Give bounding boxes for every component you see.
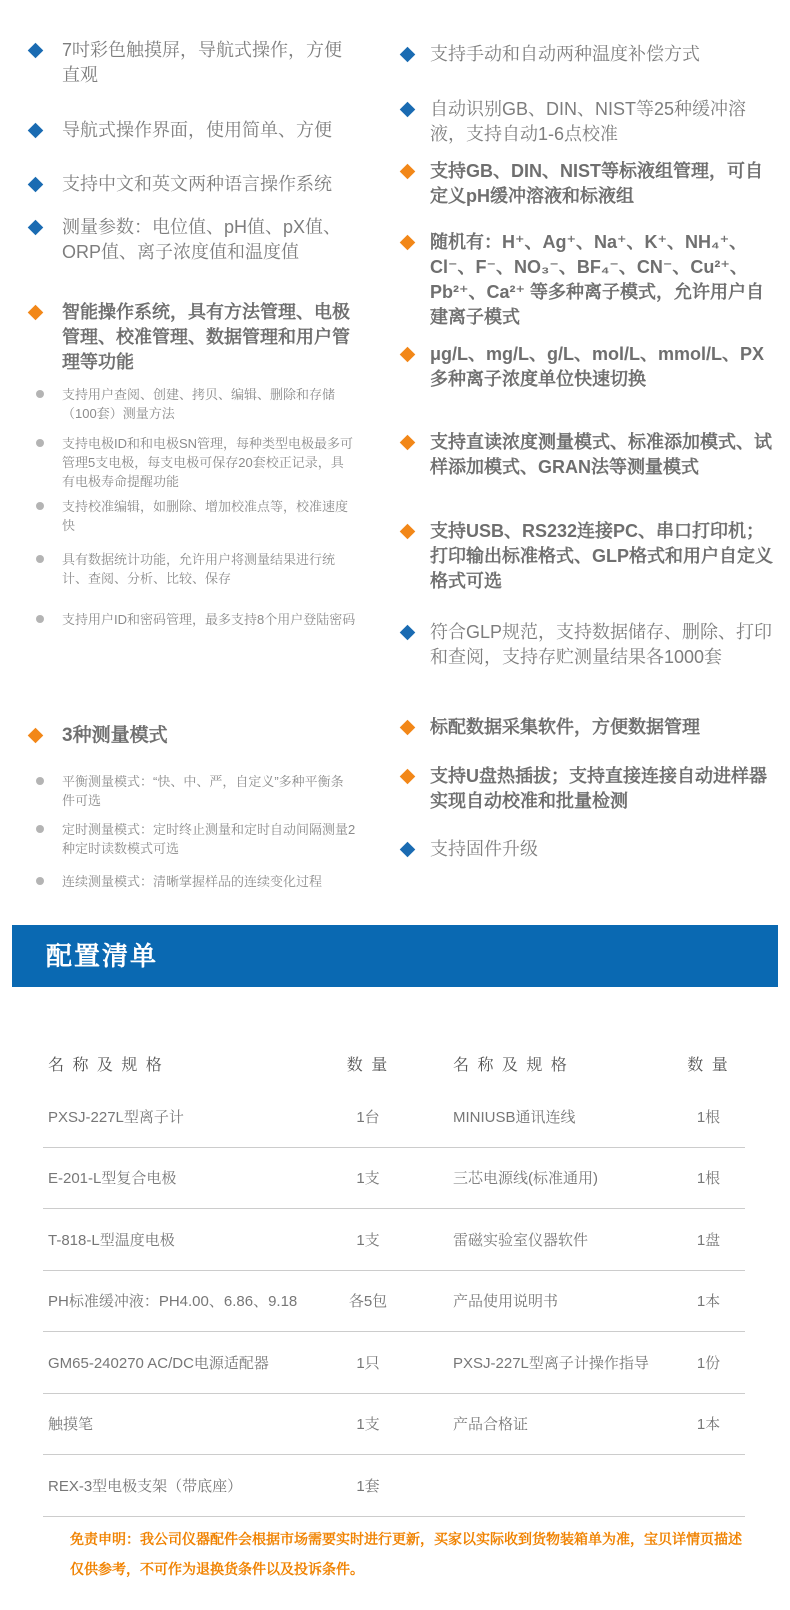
feature-text: 3种测量模式 xyxy=(62,725,168,746)
feature-item xyxy=(400,342,778,392)
feature-subitem xyxy=(28,610,356,629)
item-name-cell: MINIUSB通讯连线 xyxy=(453,1108,576,1126)
diamond-icon xyxy=(400,164,416,180)
bullet-dot-icon xyxy=(36,877,44,885)
section-title: 配置清单 xyxy=(46,941,159,971)
feature-item xyxy=(28,215,356,265)
item-qty-cell: 1根 xyxy=(696,1170,721,1188)
column-header-qty-right: 数 量 xyxy=(687,1056,730,1074)
item-name-cell: T-818-L型温度电极 xyxy=(48,1231,175,1249)
feature-text: 定时测量模式：定时终止测量和定时自动间隔测量2种定时读数模式可选 xyxy=(62,822,356,856)
diamond-icon xyxy=(28,43,44,59)
item-name-cell: PXSJ-227L型离子计操作指导 xyxy=(453,1354,649,1372)
feature-item xyxy=(400,837,778,862)
diamond-icon xyxy=(28,220,44,236)
feature-item xyxy=(400,620,778,670)
feature-item xyxy=(400,42,778,67)
diamond-icon xyxy=(400,235,416,251)
feature-text: 支持直读浓度测量模式、标准添加模式、试样添加模式、GRAN法等测量模式 xyxy=(430,432,772,477)
feature-item xyxy=(28,118,356,143)
bullet-dot-icon xyxy=(36,439,44,447)
feature-text: 支持用户查阅、创建、拷贝、编辑、删除和存储（100套）测量方法 xyxy=(62,387,336,421)
feature-text: 支持电极ID和和电极SN管理，每种类型电极最多可管理5支电极，每支电极可保存20套校正记录，具有电极寿命提醒功能 xyxy=(62,436,354,489)
item-name-cell: GM65-240270 AC/DC电源适配器 xyxy=(48,1354,269,1372)
feature-text: 测量参数：电位值、pH值、pX值、ORP值、离子浓度值和温度值 xyxy=(62,217,342,262)
feature-text: 自动识别GB、DIN、NIST等25种缓冲溶液，支持自动1-6点校准 xyxy=(430,99,747,144)
feature-subitem xyxy=(28,872,356,891)
feature-text: 导航式操作界面，使用简单、方便 xyxy=(62,120,332,140)
table-row xyxy=(43,1455,745,1517)
diamond-icon xyxy=(400,524,416,540)
item-qty-cell: 1套 xyxy=(356,1477,380,1495)
table-row xyxy=(43,1086,745,1148)
feature-text: 支持用户ID和密码管理，最多支持8个用户登陆密码 xyxy=(62,612,356,627)
feature-text: 支持GB、DIN、NIST等标液组管理，可自定义pH缓冲溶液和标液组 xyxy=(430,161,763,206)
feature-text: 标配数据采集软件，方便数据管理 xyxy=(430,717,700,737)
diamond-icon xyxy=(28,305,44,321)
table-row xyxy=(43,1271,745,1333)
item-qty-cell: 1支 xyxy=(356,1170,380,1188)
disclaimer-text: 免责申明：我公司仪器配件会根据市场需要实时进行更新，买家以实际收到货物装箱单为准，宝贝详情页描述仅供参考，不可作为退换货条件以及投诉条件。 xyxy=(70,1531,742,1577)
item-qty-cell: 1本 xyxy=(696,1416,721,1434)
bullet-dot-icon xyxy=(36,615,44,623)
item-name-cell: 产品使用说明书 xyxy=(453,1293,559,1311)
table-row xyxy=(43,1209,745,1271)
feature-item xyxy=(400,97,778,147)
item-name-cell: 产品合格证 xyxy=(453,1416,529,1434)
diamond-icon xyxy=(400,720,416,736)
feature-text: 7吋彩色触摸屏，导航式操作，方便直观 xyxy=(62,40,343,85)
feature-item xyxy=(28,172,356,197)
table-row xyxy=(43,1332,745,1394)
feature-subitem xyxy=(28,772,356,810)
item-name-cell: E-201-L型复合电极 xyxy=(48,1170,177,1188)
feature-text: 符合GLP规范，支持数据储存、删除、打印和查阅，支持存贮测量结果各1000套 xyxy=(430,622,773,667)
item-qty-cell: 1本 xyxy=(696,1293,721,1311)
diamond-icon xyxy=(28,123,44,139)
feature-text: 支持固件升级 xyxy=(430,839,538,859)
diamond-icon xyxy=(400,102,416,118)
item-qty-cell: 1只 xyxy=(356,1354,380,1372)
table-row xyxy=(43,1394,745,1456)
diamond-icon xyxy=(400,625,416,641)
table-header-row xyxy=(43,1040,745,1086)
feature-item xyxy=(400,230,778,330)
feature-text: 支持USB、RS232连接PC、串口打印机；打印输出标准格式、GLP格式和用户自定义格式可选 xyxy=(430,521,774,591)
item-qty-cell: 1盘 xyxy=(696,1231,721,1249)
config-list-table xyxy=(43,1040,745,1517)
feature-text: 连续测量模式：清晰掌握样品的连续变化过程 xyxy=(62,874,323,889)
feature-subitem xyxy=(28,385,356,423)
diamond-icon xyxy=(400,347,416,363)
feature-subitem xyxy=(28,550,356,588)
feature-item xyxy=(28,300,356,375)
feature-text: 平衡测量模式：“快、中、严，自定义”多种平衡条件可选 xyxy=(62,774,344,808)
column-header-name-right: 名 称 及 规 格 xyxy=(453,1056,569,1074)
section-banner-config-list xyxy=(12,925,778,987)
item-qty-cell: 1支 xyxy=(356,1231,380,1249)
item-name-cell: 雷磁实验室仪器软件 xyxy=(453,1231,589,1249)
feature-subitem xyxy=(28,820,356,858)
feature-text: μg/L、mg/L、g/L、mol/L、mmol/L、PX多种离子浓度单位快速切换 xyxy=(430,344,765,389)
diamond-icon xyxy=(400,47,416,63)
feature-item xyxy=(400,430,778,480)
diamond-icon xyxy=(400,435,416,451)
item-name-cell: REX-3型电极支架（带底座） xyxy=(48,1477,243,1495)
feature-item xyxy=(400,159,778,209)
item-name-cell: 三芯电源线(标准通用) xyxy=(453,1170,598,1188)
feature-subitem xyxy=(28,497,356,535)
feature-text: 支持手动和自动两种温度补偿方式 xyxy=(430,44,700,64)
feature-item xyxy=(28,723,356,748)
features-right-column xyxy=(400,0,778,920)
item-name-cell: 触摸笔 xyxy=(48,1416,94,1434)
feature-item xyxy=(400,764,778,814)
feature-item xyxy=(400,519,778,594)
bullet-dot-icon xyxy=(36,825,44,833)
bullet-dot-icon xyxy=(36,502,44,510)
item-name-cell: PXSJ-227L型离子计 xyxy=(48,1108,184,1126)
bullet-dot-icon xyxy=(36,777,44,785)
item-qty-cell: 各5包 xyxy=(348,1293,388,1311)
feature-item xyxy=(28,38,356,88)
item-qty-cell: 1份 xyxy=(696,1354,721,1372)
feature-text: 支持校准编辑，如删除、增加校准点等，校准速度快 xyxy=(62,499,349,533)
diamond-icon xyxy=(400,842,416,858)
feature-text: 支持中文和英文两种语言操作系统 xyxy=(62,174,332,194)
bullet-dot-icon xyxy=(36,390,44,398)
feature-text: 具有数据统计功能，允许用户将测量结果进行统计、查阅、分析、比较、保存 xyxy=(62,552,336,586)
feature-item xyxy=(400,715,778,740)
column-header-qty-left: 数 量 xyxy=(346,1056,390,1074)
feature-text: 支持U盘热插拔；支持直接连接自动进样器实现自动校准和批量检测 xyxy=(430,766,767,811)
diamond-icon xyxy=(28,728,44,744)
bullet-dot-icon xyxy=(36,555,44,563)
column-header-name-left: 名 称 及 规 格 xyxy=(48,1056,164,1074)
item-qty-cell: 1台 xyxy=(356,1108,380,1126)
item-qty-cell: 1支 xyxy=(356,1416,380,1434)
diamond-icon xyxy=(400,769,416,785)
feature-subitem xyxy=(28,434,356,491)
features-left-column xyxy=(28,0,390,920)
feature-text: 智能操作系统，具有方法管理、电极管理、校准管理、数据管理和用户管理等功能 xyxy=(62,302,350,372)
table-row xyxy=(43,1148,745,1210)
feature-text: 随机有：H⁺、Ag⁺、Na⁺、K⁺、NH₄⁺、Cl⁻、F⁻、NO₃⁻、BF₄⁻、CN⁻、Cu²⁺、Pb²⁺、Ca²⁺ 等多种离子模式，允许用户自建离子模式 xyxy=(430,232,765,327)
diamond-icon xyxy=(28,177,44,193)
item-qty-cell: 1根 xyxy=(696,1108,721,1126)
item-name-cell: PH标准缓冲液：PH4.00、6.86、9.18 xyxy=(48,1293,298,1311)
